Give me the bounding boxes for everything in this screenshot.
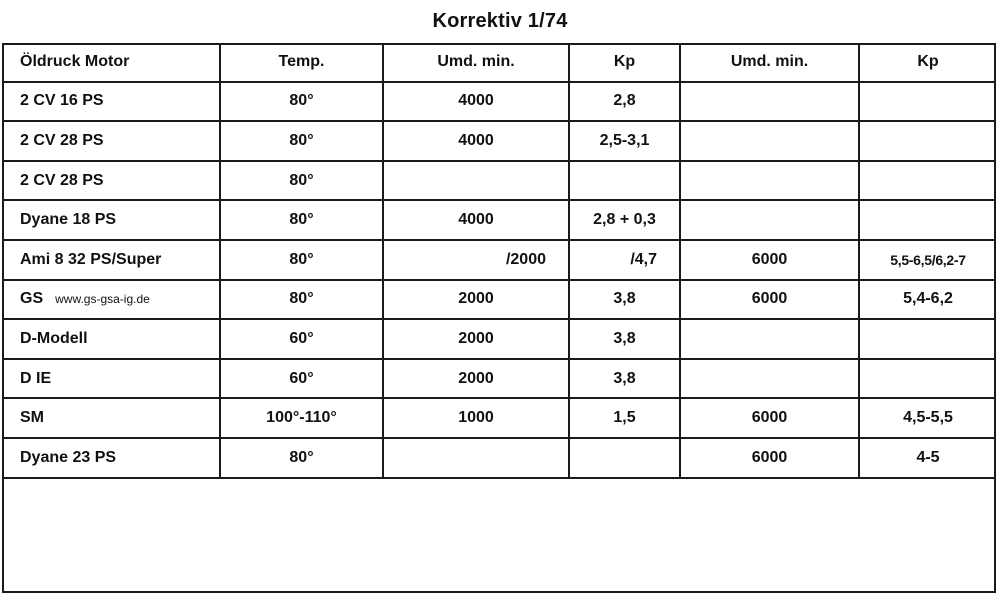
- temp-cell: 60°: [220, 319, 383, 359]
- kp-cell-2: 4,5-5,5: [859, 398, 996, 438]
- temp-cell: 80°: [220, 280, 383, 320]
- umd-cell-1: 2000: [383, 280, 569, 320]
- table-row: [2, 161, 996, 201]
- umd-cell-2: 6000: [680, 438, 859, 478]
- temp-cell: 80°: [220, 200, 383, 240]
- umd-cell-2: [680, 200, 859, 240]
- kp-cell-2: [859, 359, 996, 399]
- umd-cell-2: 6000: [680, 398, 859, 438]
- header-cell-umd-1: Umd. min.: [383, 43, 569, 82]
- kp-cell-2: [859, 82, 996, 122]
- motor-cell: [2, 280, 220, 320]
- motor-label: GS: [20, 290, 44, 308]
- table-row: [2, 319, 996, 359]
- umd-cell-1: 2000: [383, 319, 569, 359]
- umd-cell-1: 2000: [383, 359, 569, 399]
- kp-cell-2: [859, 161, 996, 201]
- umd-cell-2: [680, 82, 859, 122]
- umd-cell-2: 6000: [680, 280, 859, 320]
- kp-cell-2: [859, 319, 996, 359]
- motor-cell: 2 CV 16 PS: [2, 82, 220, 122]
- kp-cell-1: 3,8: [569, 280, 680, 320]
- table-row: [2, 438, 996, 478]
- temp-cell: 60°: [220, 359, 383, 399]
- kp-cell-1: 2,8: [569, 82, 680, 122]
- kp-cell-1: 2,8 + 0,3: [569, 200, 680, 240]
- motor-cell: D-Modell: [2, 319, 220, 359]
- page-title: Korrektiv 1/74: [432, 10, 568, 32]
- temp-cell: 80°: [220, 438, 383, 478]
- header-row: [2, 43, 996, 82]
- kp-cell-1: /4,7: [569, 240, 680, 280]
- kp-cell-2: 5,4-6,2: [859, 280, 996, 320]
- umd-cell-1: [383, 438, 569, 478]
- motor-cell: Dyane 23 PS: [2, 438, 220, 478]
- kp-cell-1: [569, 438, 680, 478]
- umd-cell-1: 4000: [383, 82, 569, 122]
- temp-cell: 80°: [220, 82, 383, 122]
- motor-cell: 2 CV 28 PS: [2, 121, 220, 161]
- umd-cell-1: 4000: [383, 200, 569, 240]
- umd-cell-1: 1000: [383, 398, 569, 438]
- kp-cell-2: 4-5: [859, 438, 996, 478]
- table-row: [2, 121, 996, 161]
- table-row: [2, 200, 996, 240]
- temp-cell: 100°-110°: [220, 398, 383, 438]
- motor-cell: D IE: [2, 359, 220, 399]
- umd-cell-1: 4000: [383, 121, 569, 161]
- table-row: [2, 398, 996, 438]
- table-row: [2, 240, 996, 280]
- motor-cell: 2 CV 28 PS: [2, 161, 220, 201]
- umd-cell-1: /2000: [383, 240, 569, 280]
- motor-cell: SM: [2, 398, 220, 438]
- table-row: [2, 280, 996, 320]
- temp-cell: 80°: [220, 161, 383, 201]
- oil-pressure-table: [2, 43, 996, 479]
- kp-cell-2: [859, 200, 996, 240]
- motor-cell: Dyane 18 PS: [2, 200, 220, 240]
- table-row: [2, 82, 996, 122]
- umd-cell-2: [680, 319, 859, 359]
- kp-cell-1: 3,8: [569, 319, 680, 359]
- temp-cell: 80°: [220, 240, 383, 280]
- header-cell-temp: Temp.: [220, 43, 383, 82]
- kp-cell-1: [569, 161, 680, 201]
- header-cell-motor: Öldruck Motor: [2, 43, 220, 82]
- header-cell-umd-2: Umd. min.: [680, 43, 859, 82]
- umd-cell-2: 6000: [680, 240, 859, 280]
- umd-cell-2: [680, 121, 859, 161]
- table-row: [2, 359, 996, 399]
- kp-cell-1: 2,5-3,1: [569, 121, 680, 161]
- header-cell-kp-1: Kp: [569, 43, 680, 82]
- umd-cell-2: [680, 359, 859, 399]
- kp-cell-2: [859, 121, 996, 161]
- header-cell-kp-2: Kp: [859, 43, 996, 82]
- motor-cell: Ami 8 32 PS/Super: [2, 240, 220, 280]
- kp-cell-2: 5,5-6,5/6,2-7: [859, 240, 996, 280]
- kp-cell-1: 1,5: [569, 398, 680, 438]
- watermark-url: www.gs-gsa-ig.de: [55, 292, 150, 307]
- kp-cell-1: 3,8: [569, 359, 680, 399]
- umd-cell-1: [383, 161, 569, 201]
- temp-cell: 80°: [220, 121, 383, 161]
- umd-cell-2: [680, 161, 859, 201]
